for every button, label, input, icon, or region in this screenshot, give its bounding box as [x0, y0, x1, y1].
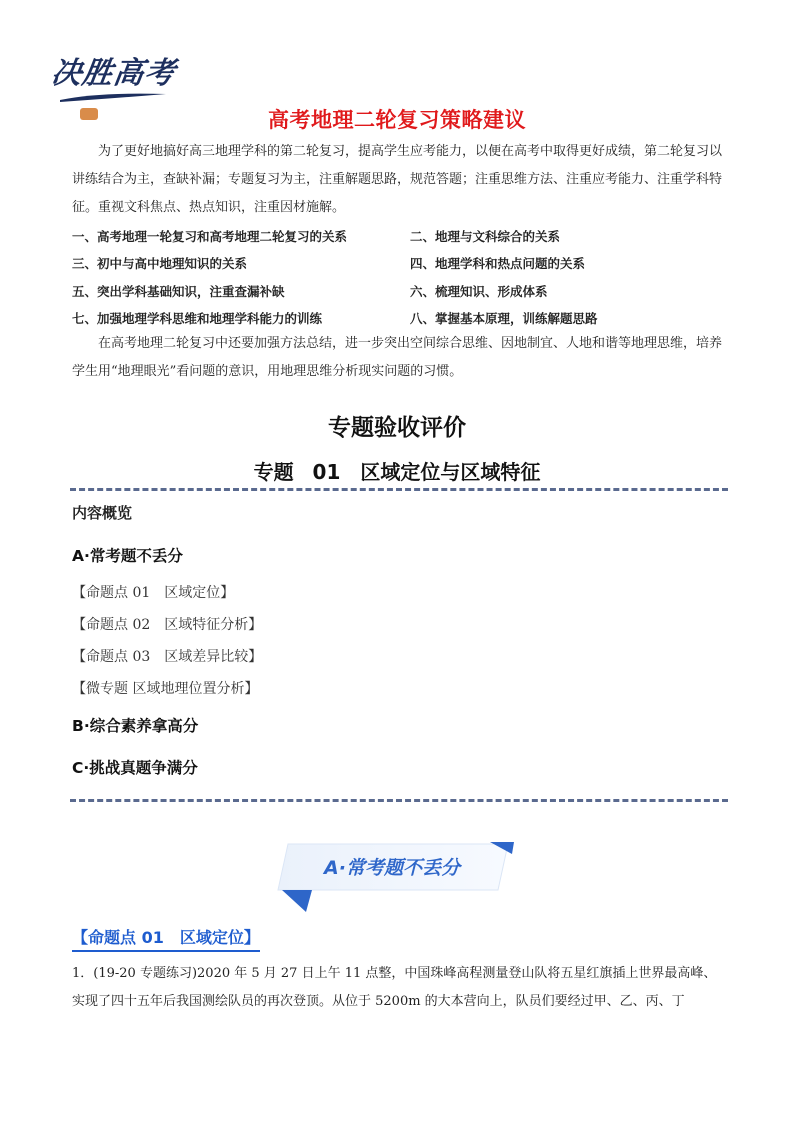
category-c: C·挑战真题争满分 — [72, 759, 198, 777]
strategy-row — [72, 222, 724, 250]
page-title: 高考地理二轮复习策略建议 — [268, 108, 526, 132]
overview-point: 【命题点 01 区域定位】 — [72, 585, 235, 601]
divider — [70, 799, 728, 802]
strategy-item: 八、掌握基本原理，训练解题思路 — [410, 311, 598, 327]
section-banner — [276, 840, 516, 914]
strategy-item: 七、加强地理学科思维和地理学科能力的训练 — [72, 311, 323, 327]
category-b: B·综合素养拿高分 — [72, 717, 199, 735]
question-group-heading: 【命题点 01 区域定位】 — [72, 925, 260, 952]
closing-paragraph: 在高考地理二轮复习中还要加强方法总结，进一步突出空间综合思维、因地制宜、人地和谐等地理思维，培养学生用“地理眼光”看问题的意识，用地理思维分析现实问题的习惯。 — [72, 336, 723, 379]
divider — [70, 488, 728, 491]
question-text: 1．(19-20 专题练习)2020 年 5 月 27 日上午 11 点整，中国珠峰高程测量登山队将五星红旗插上世界最高峰、实现了四十五年后我国测绘队员的再次登顶。从位于 5200m 的大本营向上，队员们要经过甲、乙、丙、丁 — [72, 966, 717, 1009]
overview-point: 【命题点 02 区域特征分析】 — [72, 617, 263, 633]
strategy-item: 一、高考地理一轮复习和高考地理二轮复习的关系 — [72, 228, 348, 244]
strategy-item: 二、地理与文科综合的关系 — [410, 228, 561, 244]
topic-title: 专题 01 区域定位与区域特征 — [253, 460, 541, 484]
category-a: A·常考题不丢分 — [72, 547, 183, 565]
strategy-item: 六、梳理知识、形成体系 — [410, 283, 548, 299]
intro-paragraph: 为了更好地搞好高三地理学科的第二轮复习，提高学生应考能力，以便在高考中取得更好成绩，第二轮复习以讲练结合为主，查缺补漏；专题复习为主，注重解题思路，规范答题；注重思维方法、注重应考能力、注重学科特征。重视文科焦点、热点知识，注重因材施解。 — [72, 144, 723, 215]
overview-label: 内容概览 — [72, 504, 133, 522]
logo-swoosh-icon — [58, 90, 168, 104]
strategy-row — [72, 250, 724, 278]
overview-point: 【微专题 区域地理位置分析】 — [72, 681, 259, 697]
strategy-item: 三、初中与高中地理知识的关系 — [72, 256, 248, 272]
strategy-item: 五、突出学科基础知识，注重查漏补缺 — [72, 283, 285, 299]
overview-point: 【命题点 03 区域差异比较】 — [72, 649, 263, 665]
strategy-row — [72, 305, 724, 333]
strategy-row — [72, 277, 724, 305]
banner-label: A·常考题不丢分 — [324, 857, 460, 879]
section-title: 专题验收评价 — [328, 415, 466, 441]
strategy-item: 四、地理学科和热点问题的关系 — [410, 256, 586, 272]
strategy-list — [72, 222, 724, 332]
logo-text: 决胜高考 — [49, 56, 178, 91]
